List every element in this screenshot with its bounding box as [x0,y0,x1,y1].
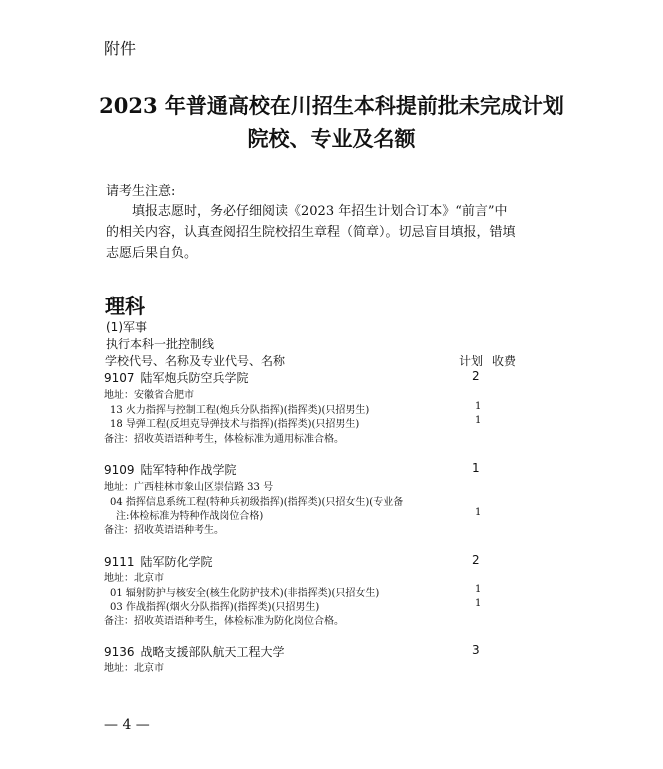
school-code: 9109 [104,463,135,477]
school-note: 备注：招收英语语种考生。 [104,525,224,536]
school-address: 地址：广西桂林市象山区崇信路 33 号 [104,482,274,493]
major-plan-count: 1 [475,401,482,412]
school-name: 陆军防化学院 [140,555,213,569]
school-row [104,643,285,660]
school-name: 战略支援部队航天工程大学 [140,645,285,659]
school-code: 9136 [104,645,135,659]
section-title: 理科 [105,294,145,318]
school-plan-count: 1 [472,461,480,475]
school-plan-count: 2 [472,553,480,567]
school-plan-count: 3 [472,643,480,657]
school-address: 地址：安徽省合肥市 [104,390,194,401]
page-number: — 4 — [104,717,150,733]
document-title-line1: 2023 年普通高校在川招生本科提前批未完成计划 [99,93,564,118]
notice-heading: 请考生注意: [106,184,176,199]
major-row: 01 辐射防护与核安全(核生化防护技术)(非指挥类)(只招女生) [110,588,380,599]
school-row [104,553,213,570]
school-address: 地址：北京市 [104,573,164,584]
category-label: (1)军事 [106,320,147,334]
column-header-fee: 收费 [492,354,517,368]
school-code: 9107 [104,371,135,385]
school-row [104,369,249,386]
notice-line: 志愿后果自负。 [106,246,198,261]
major-plan-count: 1 [475,584,482,595]
school-row [104,461,237,478]
major-row: 18 导弹工程(反坦克导弹技术与指挥)(指挥类)(只招男生) [110,419,360,430]
column-header-name: 学校代号、名称及专业代号、名称 [105,354,286,368]
major-row-continued: 注:体检标准为特种作战岗位合格) [116,511,264,522]
major-plan-count: 1 [475,507,482,518]
major-row: 03 作战指挥(烟火分队指挥)(指挥类)(只招男生) [110,602,320,613]
major-row: 04 指挥信息系统工程(特种兵初级指挥)(指挥类)(只招女生)(专业备 [110,497,404,508]
major-row: 13 火力指挥与控制工程(炮兵分队指挥)(指挥类)(只招男生) [110,405,370,416]
school-address: 地址：北京市 [104,663,164,674]
school-note: 备注：招收英语语种考生，体检标准为通用标准合格。 [104,434,344,445]
attachment-label: 附件 [104,39,137,58]
notice-line: 填报志愿时，务必仔细阅读《2023 年招生计划合订本》“前言”中 [106,204,508,219]
school-name: 陆军炮兵防空兵学院 [140,371,249,385]
notice-line: 的相关内容，认真查阅招生院校招生章程（简章）。切忌盲目填报，错填 [106,225,516,240]
school-note: 备注：招收英语语种考生，体检标准为防化岗位合格。 [104,616,344,627]
document-title-line2: 院校、专业及名额 [247,126,416,151]
batch-label: 执行本科一批控制线 [106,337,215,351]
major-plan-count: 1 [475,415,482,426]
school-plan-count: 2 [472,369,480,383]
school-name: 陆军特种作战学院 [140,463,237,477]
column-header-plan: 计划 [459,354,484,368]
school-code: 9111 [104,555,135,569]
major-plan-count: 1 [475,598,482,609]
